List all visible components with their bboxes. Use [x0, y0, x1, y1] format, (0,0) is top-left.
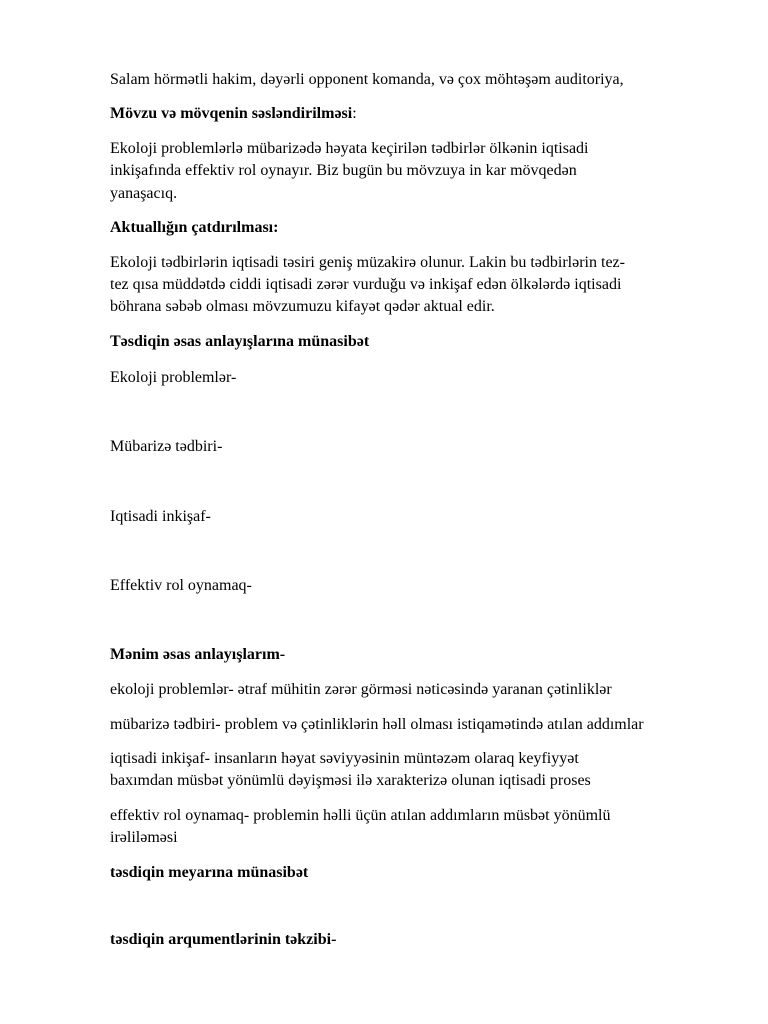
affirmative-concepts-heading: Təsdiqin əsas anlayışlarına münasibət	[110, 333, 370, 350]
definition-item-line-1: effektiv rol oynamaq- problemin həlli üçün atılan addımların müsbət yönümlü	[110, 807, 611, 824]
my-concepts-heading: Mənim əsas anlayışlarım-	[110, 646, 286, 663]
relevance-text-line-1: Ekoloji tədbirlərin iqtisadi təsiri geniş müzakirə olunur. Lakin bu tədbirlərin tez-	[110, 254, 625, 271]
relevance-heading: Aktuallığın çatdırılması:	[110, 219, 279, 236]
criterion-heading: təsdiqin meyarına münasibət	[110, 864, 309, 881]
topic-heading-text: Mövzu və mövqenin səsləndirilməsi	[110, 105, 353, 122]
definition-item: ekoloji problemlər- ətraf mühitin zərər görməsi nəticəsində yaranan çətinliklər	[110, 681, 612, 698]
concept-item: Mübarizə tədbiri-	[110, 438, 223, 455]
relevance-text-line-2: tez qısa müddətdə ciddi iqtisadi zərər vurduğu və inkişaf edən ölkələrdə iqtisadi	[110, 276, 622, 293]
greeting-text: Salam hörmətli hakim, dəyərli opponent komanda, və çox möhtəşəm auditoriya,	[110, 71, 624, 88]
definition-item: mübarizə tədbiri- problem və çətinliklərin həll olması istiqamətində atılan addımlar	[110, 716, 644, 733]
concept-item: Effektiv rol oynamaq-	[110, 577, 252, 594]
relevance-text-line-3: böhrana səbəb olması mövzumuzu kifayət qədər aktual edir.	[110, 298, 495, 315]
topic-heading	[110, 103, 710, 125]
concept-item: Ekoloji problemlər-	[110, 369, 237, 386]
definition-item-line-2: irəliləməsi	[110, 829, 178, 846]
concept-item: Iqtisadi inkişaf-	[110, 508, 211, 525]
definition-item-line-1: iqtisadi inkişaf- insanların həyat səviyyəsinin müntəzəm olaraq keyfiyyət	[110, 750, 579, 767]
refutation-heading: təsdiqin arqumentlərinin təkzibi-	[110, 931, 337, 948]
topic-text-line-2: inkişafında effektiv rol oynayır. Biz bugün bu mövzuya in kar mövqedən	[110, 162, 577, 179]
topic-text-line-3: yanaşacıq.	[110, 185, 178, 202]
topic-text-line-1: Ekoloji problemlərlə mübarizədə həyata keçirilən tədbirlər ölkənin iqtisadi	[110, 140, 589, 157]
topic-heading-colon: :	[352, 105, 357, 122]
definition-item-line-2: baxımdan müsbət yönümlü dəyişməsi ilə xarakterizə olunan iqtisadi proses	[110, 772, 591, 789]
